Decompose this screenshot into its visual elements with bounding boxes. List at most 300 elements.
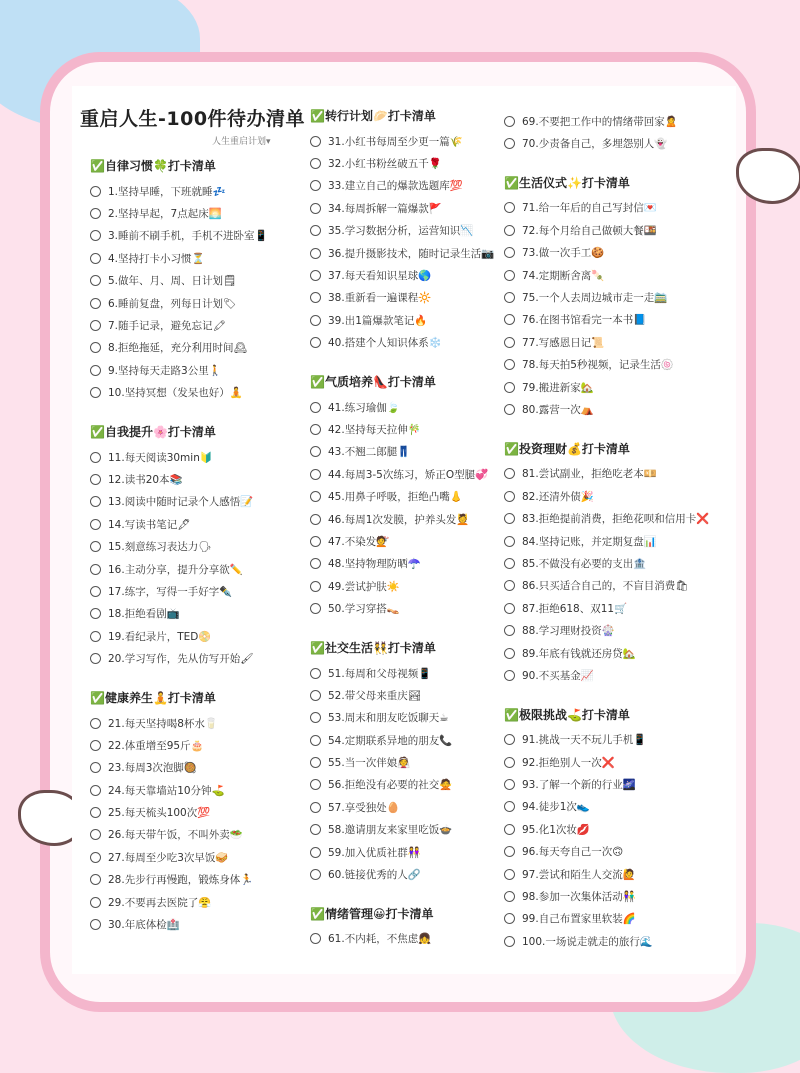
checklist-item[interactable]: [504, 751, 736, 773]
checklist-item[interactable]: [90, 513, 290, 535]
checklist-item[interactable]: [310, 928, 510, 950]
checkbox-circle-icon[interactable]: [90, 452, 101, 463]
checklist-item-label: 15.刻意练习表达力🗣: [108, 541, 212, 554]
checkbox-circle-icon[interactable]: [90, 586, 101, 597]
checkbox-circle-icon[interactable]: [310, 469, 321, 480]
checkbox-circle-icon[interactable]: [90, 829, 101, 840]
checklist-item[interactable]: [504, 841, 736, 863]
checklist-item-label: 9.坚持每天走路3公里🚶: [108, 364, 222, 377]
checklist-item-label: 56.拒绝没有必要的社交🙅: [328, 779, 453, 792]
checklist-item[interactable]: [504, 773, 736, 795]
checklist-item[interactable]: [504, 930, 736, 952]
checklist-item[interactable]: [310, 220, 510, 242]
checkbox-circle-icon[interactable]: [90, 740, 101, 751]
checklist-item-label: 42.坚持每天拉伸🎋: [328, 423, 421, 436]
checklist-item[interactable]: [310, 175, 510, 197]
checkbox-circle-icon[interactable]: [504, 625, 515, 636]
checklist-item[interactable]: [90, 247, 290, 269]
checklist-item[interactable]: [310, 774, 510, 796]
checklist-item[interactable]: [90, 712, 290, 734]
checkbox-circle-icon[interactable]: [504, 337, 515, 348]
checklist-item-label: 55.当一次伴娘👰: [328, 757, 411, 770]
section-header: ✅气质培养👠打卡清单: [310, 374, 436, 389]
checklist-item-label: 37.每天看知识星球🌎: [328, 270, 432, 283]
checklist-item-label: 8.拒绝拖延，充分利用时间🕰: [108, 342, 247, 355]
checklist-item-label: 3.睡前不刷手机，手机不进卧室📱: [108, 230, 268, 243]
section-header: ✅自我提升🌸打卡清单: [90, 424, 216, 439]
checkbox-circle-icon[interactable]: [90, 298, 101, 309]
checklist-item[interactable]: [310, 553, 510, 575]
checklist-item[interactable]: [504, 664, 736, 686]
checklist-item[interactable]: [90, 491, 290, 513]
checkbox-circle-icon[interactable]: [504, 670, 515, 681]
checklist-item[interactable]: [90, 846, 290, 868]
checklist-item-label: 91.挑战一天不玩儿手机📱: [522, 734, 647, 747]
checklist-item[interactable]: [90, 647, 290, 669]
checklist-item-label: 69.不要把工作中的情绪带回家🙎: [522, 115, 678, 128]
checkbox-circle-icon[interactable]: [90, 762, 101, 773]
checklist-item[interactable]: [504, 642, 736, 664]
checkbox-circle-icon[interactable]: [310, 824, 321, 835]
checkbox-circle-icon[interactable]: [90, 186, 101, 197]
checkbox-circle-icon[interactable]: [310, 779, 321, 790]
checklist-item-label: 52.带父母来重庆🏞: [328, 689, 422, 702]
checklist-item[interactable]: [504, 796, 736, 818]
checklist-item-label: 32.小红书粉丝破五千🌹: [328, 158, 442, 171]
checkbox-circle-icon[interactable]: [504, 247, 515, 258]
checklist-item-label: 85.不做没有必要的支出🏦: [522, 557, 647, 570]
section-header: ✅情绪管理😀打卡清单: [310, 906, 434, 921]
checkbox-circle-icon[interactable]: [504, 779, 515, 790]
checklist-item[interactable]: [504, 219, 736, 241]
checklist-item[interactable]: [90, 801, 290, 823]
checklist-item[interactable]: [90, 913, 290, 935]
checklist-item-label: 60.链接优秀的人🔗: [328, 869, 421, 882]
checklist-item[interactable]: [90, 202, 290, 224]
section-gap: [310, 354, 510, 368]
checklist-item[interactable]: [310, 575, 510, 597]
checklist-item-label: 61.不内耗，不焦虑👧: [328, 933, 432, 946]
checkbox-circle-icon[interactable]: [504, 936, 515, 947]
checklist-item-label: 94.徒步1次👟: [522, 801, 590, 814]
checkbox-circle-icon[interactable]: [310, 735, 321, 746]
section-gap: [310, 886, 510, 900]
checklist-item-label: 93.了解一个新的行业🌌: [522, 779, 636, 792]
checklist-item[interactable]: [310, 707, 510, 729]
checkbox-circle-icon[interactable]: [310, 690, 321, 701]
checkbox-circle-icon[interactable]: [310, 136, 321, 147]
checklist-item-label: 7.随手记录，避免忘记🖍: [108, 320, 226, 333]
checklist-item[interactable]: [310, 530, 510, 552]
checklist-item-label: 57.享受独处🥚: [328, 801, 400, 814]
section-header: ✅生活仪式✨打卡清单: [504, 175, 630, 190]
checklist-item[interactable]: [504, 908, 736, 930]
checkbox-circle-icon[interactable]: [90, 208, 101, 219]
section-gap: [504, 687, 736, 701]
checklist-item[interactable]: [310, 597, 510, 619]
checklist-item[interactable]: [504, 818, 736, 840]
checklist-item[interactable]: [310, 684, 510, 706]
checklist-item[interactable]: [310, 729, 510, 751]
checklist-item[interactable]: [90, 359, 290, 381]
column-1: [90, 152, 290, 936]
checkbox-circle-icon[interactable]: [90, 608, 101, 619]
checklist-item[interactable]: [504, 376, 736, 398]
section-header: ✅自律习惯🍀打卡清单: [90, 159, 216, 173]
checklist-item-label: 53.周末和朋友吃饭聊天☕: [328, 712, 449, 725]
checklist-item-label: 21.每天坚持喝8杯水🥛: [108, 717, 218, 730]
checklist-item[interactable]: [504, 286, 736, 308]
checkbox-circle-icon[interactable]: [504, 270, 515, 281]
checklist-item[interactable]: [504, 331, 736, 353]
checkbox-circle-icon[interactable]: [310, 158, 321, 169]
checkbox-circle-icon[interactable]: [504, 513, 515, 524]
checklist-item[interactable]: [90, 580, 290, 602]
checkbox-circle-icon[interactable]: [310, 292, 321, 303]
checklist-item-label: 95.化1次妆💋: [522, 823, 590, 836]
checkbox-circle-icon[interactable]: [504, 558, 515, 569]
checkbox-circle-icon[interactable]: [90, 919, 101, 930]
checkbox-circle-icon[interactable]: [504, 648, 515, 659]
checklist-item[interactable]: [310, 130, 510, 152]
checklist-item[interactable]: [310, 662, 510, 684]
checkbox-circle-icon[interactable]: [90, 342, 101, 353]
checklist-item-label: 26.每天带午饭，不叫外卖🥗: [108, 829, 243, 842]
checklist-item[interactable]: [90, 891, 290, 913]
checklist-item-label: 49.尝试护肤☀️: [328, 580, 400, 593]
checklist-item[interactable]: [504, 885, 736, 907]
section-header: ✅极限挑战⛳打卡清单: [504, 707, 630, 722]
checkbox-circle-icon[interactable]: [310, 337, 321, 348]
checkbox-circle-icon[interactable]: [504, 869, 515, 880]
checklist-item-label: 5.做年、月、周、日计划🗒: [108, 275, 237, 288]
checklist-item-label: 31.小红书每周至少更一篇🌾: [328, 135, 463, 148]
checklist-item-label: 81.尝试副业，拒绝吃老本💴: [522, 468, 657, 481]
checklist-item[interactable]: [310, 418, 510, 440]
checklist-item-label: 44.每周3-5次练习，矫正O型腿💞: [328, 468, 489, 481]
checkbox-circle-icon[interactable]: [310, 757, 321, 768]
checklist-item-label: 35.学习数据分析，运营知识📉: [328, 225, 474, 238]
checkbox-circle-icon[interactable]: [310, 847, 321, 858]
checklist-item-label: 30.年底体检🏥: [108, 919, 180, 932]
checklist-item-label: 11.每天阅读30min🔰: [108, 451, 213, 464]
page-subtitle: 人生重启计划▾: [212, 137, 271, 147]
checkbox-circle-icon[interactable]: [504, 891, 515, 902]
checkbox-circle-icon[interactable]: [90, 564, 101, 575]
checklist-item[interactable]: [504, 309, 736, 331]
checklist-item[interactable]: [504, 552, 736, 574]
checklist-item-label: 25.每天梳头100次💯: [108, 807, 211, 820]
checkbox-circle-icon[interactable]: [504, 801, 515, 812]
checklist-item[interactable]: [90, 270, 290, 292]
checklist-item[interactable]: [310, 819, 510, 841]
checkbox-circle-icon[interactable]: [310, 514, 321, 525]
checklist-item-label: 23.每周3次泡脚🥘: [108, 762, 197, 775]
checklist-item-label: 58.邀请朋友来家里吃饭🍲: [328, 824, 453, 837]
checkbox-circle-icon[interactable]: [310, 603, 321, 614]
checklist-item-label: 76.在图书馆看完一本书📘: [522, 314, 647, 327]
checkbox-circle-icon[interactable]: [90, 785, 101, 796]
checkbox-circle-icon[interactable]: [504, 757, 515, 768]
checklist-item[interactable]: [310, 463, 510, 485]
checklist-item-label: 33.建立自己的爆款选题库💯: [328, 180, 463, 193]
checkbox-circle-icon[interactable]: [504, 824, 515, 835]
checklist-item-label: 43.不翘二郎腿👖: [328, 446, 411, 459]
checklist-item-label: 2.坚持早起，7点起床🌅: [108, 208, 222, 221]
checklist-item[interactable]: [504, 485, 736, 507]
checklist-item[interactable]: [90, 757, 290, 779]
section-gap: [310, 620, 510, 634]
checkbox-circle-icon[interactable]: [504, 202, 515, 213]
checklist-item[interactable]: [90, 603, 290, 625]
checklist-item-label: 16.主动分享，提升分享欲✏️: [108, 563, 243, 576]
checklist-item[interactable]: [504, 197, 736, 219]
checklist-item[interactable]: [90, 468, 290, 490]
checkbox-circle-icon[interactable]: [504, 359, 515, 370]
checkbox-circle-icon[interactable]: [310, 581, 321, 592]
checklist-item-label: 70.少责备自己，多埋怨别人👻: [522, 138, 668, 151]
checkbox-circle-icon[interactable]: [310, 446, 321, 457]
checklist-item-label: 18.拒绝看剧📺: [108, 608, 180, 621]
checklist-item[interactable]: [90, 558, 290, 580]
checkbox-circle-icon[interactable]: [504, 138, 515, 149]
section-header: ✅健康养生🧘打卡清单: [90, 690, 216, 705]
column-3: [504, 110, 736, 953]
checklist-item[interactable]: [310, 287, 510, 309]
checklist-item-label: 90.不买基金📈: [522, 669, 594, 682]
checklist-item-label: 29.不要再去医院了😤: [108, 896, 212, 909]
checklist-item[interactable]: [90, 535, 290, 557]
checkbox-circle-icon[interactable]: [310, 802, 321, 813]
checkbox-circle-icon[interactable]: [90, 874, 101, 885]
checklist-item-label: 41.练习瑜伽🍃: [328, 401, 400, 414]
checklist-item-label: 51.每周和父母视频📱: [328, 667, 432, 680]
checklist-item[interactable]: [310, 197, 510, 219]
checklist-item-label: 59.加入优质社群👭: [328, 846, 421, 859]
checklist-item[interactable]: [310, 485, 510, 507]
checklist-item-label: 6.睡前复盘，列每日计划🏷: [108, 297, 237, 310]
checklist-item-label: 24.每天靠墙站10分钟⛳: [108, 784, 225, 797]
checklist-item[interactable]: [90, 337, 290, 359]
checkbox-circle-icon[interactable]: [504, 468, 515, 479]
checklist-item[interactable]: [310, 751, 510, 773]
checklist-item-label: 84.坚持记账，并定期复盘📊: [522, 535, 657, 548]
checklist-item-label: 98.参加一次集体活动👫: [522, 891, 636, 904]
checkbox-circle-icon[interactable]: [310, 424, 321, 435]
checklist-item-label: 39.出1篇爆款笔记🔥: [328, 314, 428, 327]
checklist-item[interactable]: [90, 779, 290, 801]
checkbox-circle-icon[interactable]: [310, 536, 321, 547]
section-gap: [90, 404, 290, 418]
checklist-item-label: 99.自己布置家里软装🌈: [522, 913, 636, 926]
checklist-item-label: 88.学习理财投资🎡: [522, 625, 615, 638]
checklist-item-label: 86.只买适合自己的，不盲目消费🛍: [522, 580, 689, 593]
checklist-item-label: 45.用鼻子呼吸，拒绝凸嘴👃: [328, 491, 463, 504]
checkbox-circle-icon[interactable]: [310, 248, 321, 259]
checkbox-circle-icon[interactable]: [310, 933, 321, 944]
checklist-item[interactable]: [310, 242, 510, 264]
checklist-item-label: 20.学习写作，先从仿写开始🖌: [108, 653, 254, 666]
checklist-item[interactable]: [310, 796, 510, 818]
checklist-item[interactable]: [90, 625, 290, 647]
checklist-item[interactable]: [504, 110, 736, 132]
checklist-item[interactable]: [504, 530, 736, 552]
checklist-item[interactable]: [310, 396, 510, 418]
checkbox-circle-icon[interactable]: [504, 734, 515, 745]
checklist-item-label: 38.重新看一遍课程🔆: [328, 292, 432, 305]
checklist-item-label: 83.拒绝提前消费，拒绝花呗和信用卡❌: [522, 513, 710, 526]
checkbox-circle-icon[interactable]: [90, 519, 101, 530]
checklist-item[interactable]: [504, 398, 736, 420]
checklist-item[interactable]: [90, 446, 290, 468]
checklist-item-label: 27.每周至少吃3次早饭🥪: [108, 851, 229, 864]
checkbox-circle-icon[interactable]: [504, 116, 515, 127]
checkbox-circle-icon[interactable]: [90, 653, 101, 664]
checkbox-circle-icon[interactable]: [90, 852, 101, 863]
checklist-item-label: 40.搭建个人知识体系❄️: [328, 337, 442, 350]
checklist-item[interactable]: [90, 225, 290, 247]
checkbox-circle-icon[interactable]: [90, 718, 101, 729]
checkbox-circle-icon[interactable]: [310, 869, 321, 880]
checklist-item-label: 48.坚持物理防晒☂️: [328, 558, 421, 571]
checklist-item[interactable]: [504, 597, 736, 619]
checkbox-circle-icon[interactable]: [310, 402, 321, 413]
checklist-item-label: 12.读书20本📚: [108, 473, 183, 486]
checklist-item[interactable]: [504, 264, 736, 286]
checklist-item[interactable]: [504, 463, 736, 485]
checkbox-circle-icon[interactable]: [90, 631, 101, 642]
column-2: [310, 102, 510, 950]
checklist-item-label: 77.写感恩日记📜: [522, 336, 605, 349]
checklist-item-label: 79.搬进新家🏡: [522, 381, 594, 394]
checklist-item[interactable]: [504, 242, 736, 264]
checklist-item-label: 17.练字，写得一手好字✒️: [108, 585, 233, 598]
checklist-item[interactable]: [90, 734, 290, 756]
checklist-item[interactable]: [90, 382, 290, 404]
checklist-item-label: 72.每个月给自己做顿大餐🍱: [522, 224, 657, 237]
checkbox-circle-icon[interactable]: [504, 292, 515, 303]
checkbox-circle-icon[interactable]: [90, 320, 101, 331]
checkbox-circle-icon[interactable]: [310, 270, 321, 281]
checklist-item-label: 97.尝试和陌生人交流🙋: [522, 868, 636, 881]
checkbox-circle-icon[interactable]: [504, 536, 515, 547]
checklist-item-label: 46.每周1次发膜，护养头发💆: [328, 513, 470, 526]
checkbox-circle-icon[interactable]: [310, 668, 321, 679]
checklist-item-label: 80.露营一次⛺: [522, 403, 594, 416]
checklist-item-label: 54.定期联系异地的朋友📞: [328, 734, 453, 747]
checklist-item[interactable]: [504, 507, 736, 529]
checklist-item-label: 73.做一次手工🍪: [522, 247, 605, 260]
checklist-item-label: 87.拒绝618、双11🛒: [522, 602, 628, 615]
section-header: ✅社交生活👯打卡清单: [310, 640, 436, 655]
checklist-item-label: 89.年底有钱就还房贷🏡: [522, 647, 636, 660]
checklist-item[interactable]: [90, 180, 290, 202]
checkbox-circle-icon[interactable]: [90, 807, 101, 818]
checkbox-circle-icon[interactable]: [90, 230, 101, 241]
checkbox-circle-icon[interactable]: [310, 558, 321, 569]
checklist-item-label: 96.每天夸自己一次🙃: [522, 846, 624, 859]
checklist-item-label: 47.不染发💇: [328, 535, 390, 548]
checkbox-circle-icon[interactable]: [504, 314, 515, 325]
checkbox-circle-icon[interactable]: [504, 913, 515, 924]
checklist-item[interactable]: [310, 264, 510, 286]
checkbox-circle-icon[interactable]: [504, 225, 515, 236]
checklist-item-label: 50.学习穿搭👡: [328, 603, 400, 616]
checklist-item[interactable]: [504, 619, 736, 641]
checkbox-circle-icon[interactable]: [504, 382, 515, 393]
checklist-item-label: 10.坚持冥想（发呆也好）🧘: [108, 387, 243, 400]
checklist-item-label: 13.阅读中随时记录个人感悟📝: [108, 496, 254, 509]
section-gap: [504, 421, 736, 435]
checklist-item[interactable]: [310, 441, 510, 463]
checklist-item[interactable]: [90, 314, 290, 336]
checkbox-circle-icon[interactable]: [504, 603, 515, 614]
checkbox-circle-icon[interactable]: [90, 365, 101, 376]
checklist-item-label: 1.坚持早睡，下班就睡💤: [108, 185, 226, 198]
checkbox-circle-icon[interactable]: [90, 897, 101, 908]
checkbox-circle-icon[interactable]: [504, 846, 515, 857]
checklist-item[interactable]: [504, 354, 736, 376]
checklist-item[interactable]: [310, 309, 510, 331]
checkbox-circle-icon[interactable]: [90, 541, 101, 552]
checkbox-circle-icon[interactable]: [90, 474, 101, 485]
checklist-item[interactable]: [504, 863, 736, 885]
checklist-item[interactable]: [90, 869, 290, 891]
checklist-item-label: 14.写读书笔记🖋: [108, 518, 191, 531]
checklist-item[interactable]: [310, 508, 510, 530]
section-gap: [90, 670, 290, 684]
checklist-card: [72, 86, 736, 974]
checklist-item[interactable]: [504, 575, 736, 597]
checkbox-circle-icon[interactable]: [310, 712, 321, 723]
checkbox-circle-icon[interactable]: [90, 387, 101, 398]
section-header: ✅投资理财💰打卡清单: [504, 441, 630, 456]
checklist-item[interactable]: [310, 863, 510, 885]
checklist-item-label: 34.每周拆解一篇爆款🚩: [328, 202, 442, 215]
checkbox-circle-icon[interactable]: [310, 203, 321, 214]
checklist-item-label: 78.每天拍5秒视频，记录生活🍥: [522, 359, 674, 372]
checklist-item[interactable]: [90, 292, 290, 314]
checkbox-circle-icon[interactable]: [90, 496, 101, 507]
checklist-item-label: 22.体重增至95斤🎂: [108, 739, 204, 752]
checklist-item[interactable]: [310, 152, 510, 174]
checkbox-circle-icon[interactable]: [504, 580, 515, 591]
section-header: ✅转行计划🥟打卡清单: [310, 109, 436, 123]
section-gap: [504, 155, 736, 169]
checklist-item[interactable]: [310, 332, 510, 354]
checklist-item[interactable]: [504, 729, 736, 751]
checkbox-circle-icon[interactable]: [504, 404, 515, 415]
checkbox-circle-icon[interactable]: [90, 275, 101, 286]
checkbox-circle-icon[interactable]: [310, 180, 321, 191]
checklist-item-label: 36.提升摄影技术，随时记录生活📷: [328, 247, 495, 260]
checkbox-circle-icon[interactable]: [90, 253, 101, 264]
checklist-item-label: 75.一个人去周边城市走一走🚞: [522, 292, 668, 305]
checklist-item-label: 82.还清外债🎉: [522, 490, 594, 503]
checklist-item-label: 74.定期断舍离🍡: [522, 269, 605, 282]
checklist-item[interactable]: [90, 824, 290, 846]
checklist-item-label: 100.一场说走就走的旅行🌊: [522, 935, 653, 948]
checklist-item-label: 19.看纪录片，TED📀: [108, 630, 212, 643]
checkbox-circle-icon[interactable]: [310, 491, 321, 502]
checkbox-circle-icon[interactable]: [504, 491, 515, 502]
checklist-item-label: 71.给一年后的自己写封信💌: [522, 202, 657, 215]
checkbox-circle-icon[interactable]: [310, 315, 321, 326]
checkbox-circle-icon[interactable]: [310, 225, 321, 236]
checklist-item-label: 28.先步行再慢跑，锻炼身体🏃: [108, 874, 254, 887]
checklist-item[interactable]: [310, 841, 510, 863]
checklist-item[interactable]: [504, 132, 736, 154]
